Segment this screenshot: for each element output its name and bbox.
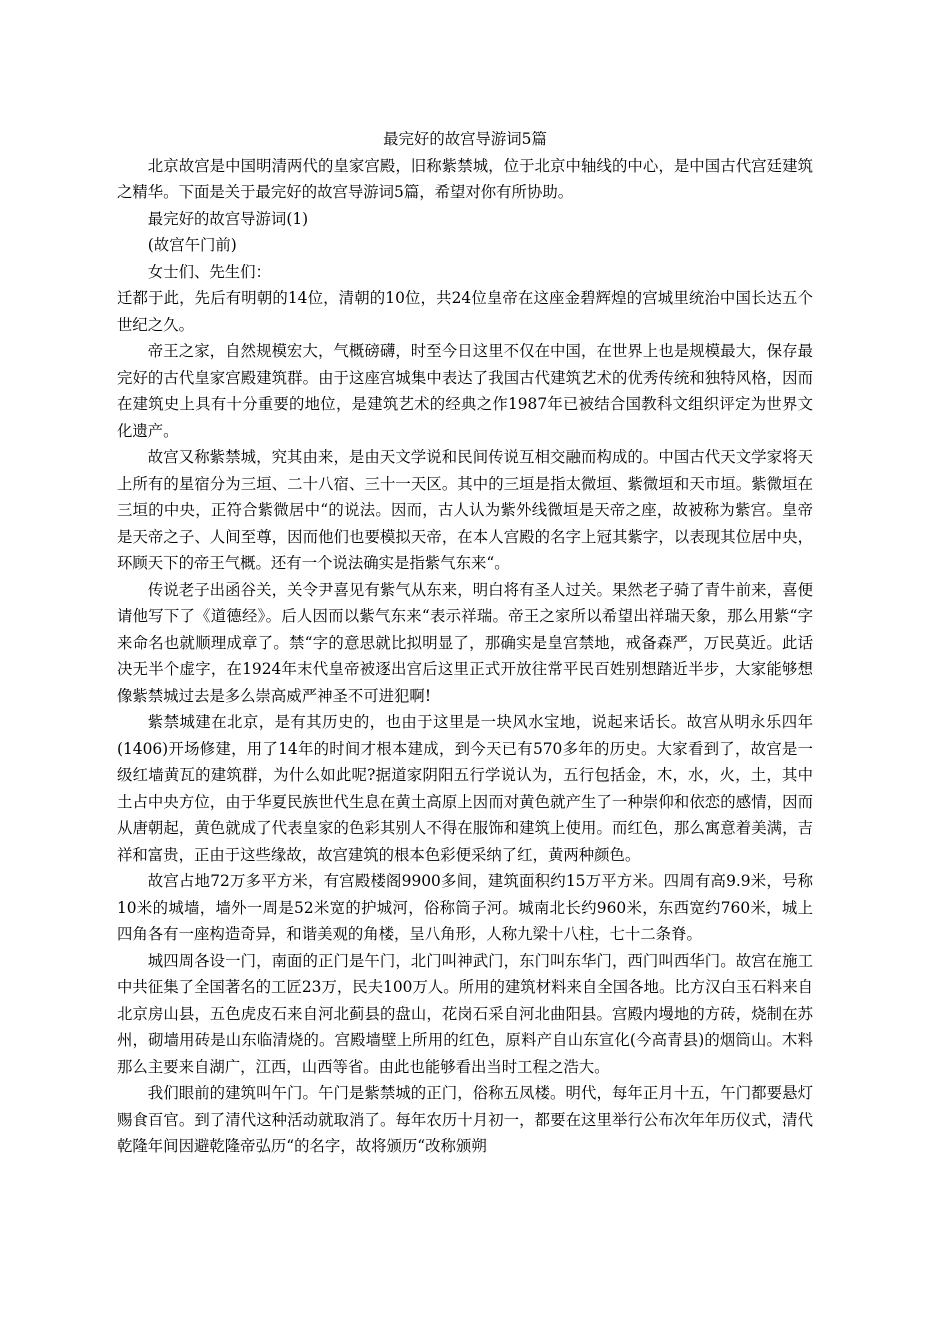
- body-paragraph-6: 故宫占地72万多平方米，有宫殿楼阁9900多间，建筑面积约15万平方米。四周有高9.9米，号称10米的城墙，墙外一周是52米宽的护城河，俗称筒子河。城南北长约960米，东西宽约760米，城上四角各有一座构造奇异，和谐美观的角楼，呈八角形，人称九梁十八柱，七十二条脊。: [117, 872, 813, 943]
- body-paragraph-5: 紫禁城建在北京，是有其历史的，也由于这里是一块风水宝地，说起来话长。故宫从明永乐四年(1406)开场修建，用了14年的时间才根本建成，到今天已有570多年的历史。大家看到了，故宫是一级红墙黄瓦的建筑群，为什么如此呢?据道家阴阳五行学说认为，五行包括金，木，水，火，土，其中土占中央方位，由于华夏民族世代生息在黄土高原上因而对黄色就产生了一种崇仰和依恋的感情，因而从唐朝起，黄色就成了代表皇家的色彩其别人不得在服饰和建筑上使用。而红色，那么寓意着美满，吉祥和富贵，正由于这些缘故，故宫建筑的根本色彩便采纳了红，黄两种颜色。: [117, 713, 813, 864]
- document-page: [117, 126, 813, 1160]
- intro-paragraph: 北京故宫是中国明清两代的皇家宫殿，旧称紫禁城，位于北京中轴线的中心，是中国古代宫廷建筑之精华。下面是关于最完好的故宫导游词5篇，希望对你有所协助。: [117, 156, 813, 201]
- body-paragraph-7: 城四周各设一门，南面的正门是午门，北门叫神武门，东门叫东华门，西门叫西华门。故宫在施工中共征集了全国著名的工匠23万，民夫100万人。所用的建筑材料来自全国各地。比方汉白玉石料来自北京房山县，五色虎皮石来自河北蓟县的盘山，花岗石采自河北曲阳县。宫殿内墁地的方砖，烧制在苏州，砌墙用砖是山东临清烧的。宫殿墙壁上所用的红色，原料产自山东宣化(今高青县)的烟筒山。木料那么主要来自湖广，江西，山西等省。由此也能够看出当时工程之浩大。: [117, 951, 813, 1076]
- body-paragraph-4: 传说老子出函谷关，关令尹喜见有紫气从东来，明白将有圣人过关。果然老子骑了青牛前来，喜便请他写下了《道德经》。后人因而以紫气东来“表示祥瑞。帝王之家所以希望出祥瑞天象，那么用紫“字来命名也就顺理成章了。禁“字的意思就比拟明显了，那确实是皇宫禁地，戒备森严，万民莫近。此话决无半个虚字，在1924年末代皇帝被逐出宫后这里正式开放往常平民百姓别想踏近半步，大家能够想像紫禁城过去是多么崇高威严神圣不可进犯啊!: [117, 580, 813, 705]
- body-paragraph-1: 迁都于此，先后有明朝的14位，清朝的10位，共24位皇帝在这座金碧辉煌的宫城里统治中国长达五个世纪之久。: [117, 289, 813, 334]
- document-title: 最完好的故宫导游词5篇: [383, 130, 547, 148]
- body-paragraph-3: 故宫又称紫禁城，究其由来，是由天文学说和民间传说互相交融而构成的。中国古代天文学家将天上所有的星宿分为三垣、二十八宿、三十一天区。其中的三垣是指太微垣、紫微垣和天市垣。紫微垣在三垣的中央，正符合紫微居中“的说法。因而，古人认为紫外线微垣是天帝之座，故被称为紫宫。皇帝是天帝之子、人间至尊，因而他们也要模拟天帝，在本人宫殿的名字上冠其紫字，以表现其位居中央，环顾天下的帝王气概。还有一个说法确实是指紫气东来“。: [117, 448, 813, 572]
- location-note: (故宫午门前): [147, 236, 237, 254]
- body-paragraph-8: 我们眼前的建筑叫午门。午门是紫禁城的正门，俗称五凤楼。明代，每年正月十五，午门都要悬灯赐食百官。到了清代这种活动就取消了。每年农历十月初一，都要在这里举行公布次年年历仪式，清代乾隆年间因避乾隆帝弘历“的名字，故将颁历“改称颁朔: [117, 1084, 813, 1155]
- section-heading: 最完好的故宫导游词(1): [147, 209, 309, 228]
- greeting-line: 女士们、先生们：: [147, 262, 271, 281]
- body-paragraph-2: 帝王之家，自然规模宏大，气概磅礴，时至今日这里不仅在中国，在世界上也是规模最大，保存最完好的古代皇家宫殿建筑群。由于这座宫城集中表达了我国古代建筑艺术的优秀传统和独特风格，因而在建筑史上具有十分重要的地位，是建筑艺术的经典之作1987年已被结合国教科文组织评定为世界文化遗产。: [117, 342, 813, 440]
